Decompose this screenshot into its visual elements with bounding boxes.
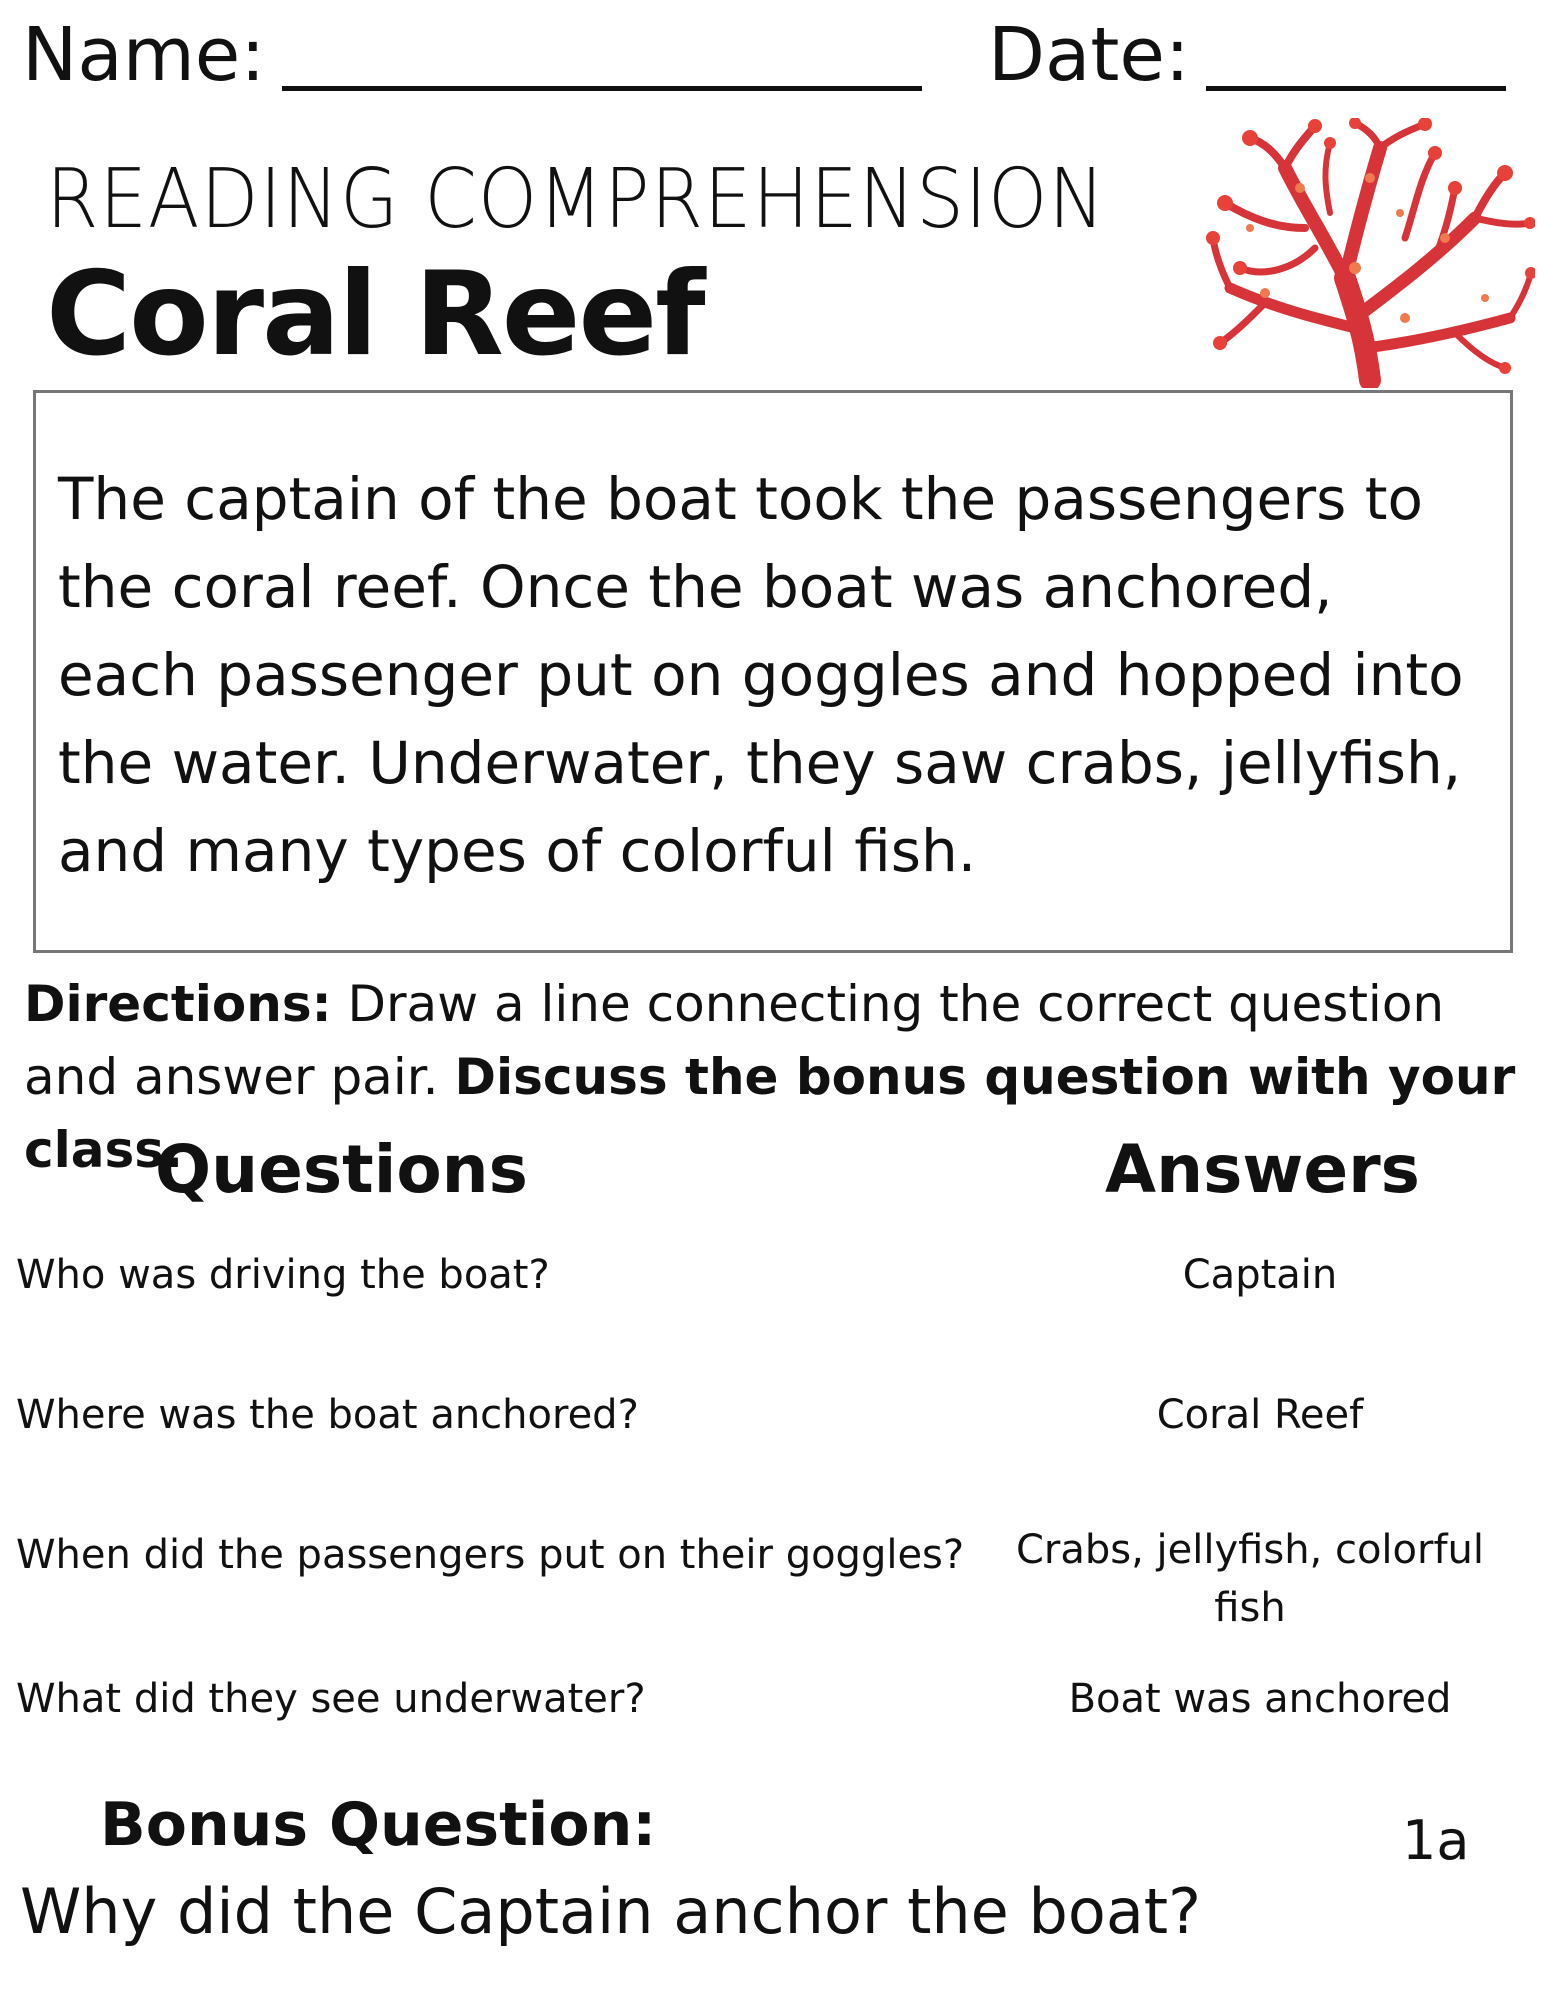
directions-label: Directions: <box>24 975 332 1033</box>
worksheet-subtitle: READING COMPREHENSION <box>46 152 1106 247</box>
page-code: 1a <box>1402 1809 1470 1872</box>
question-item: What did they see underwater? <box>16 1676 646 1722</box>
answer-item: Coral Reef <box>1156 1392 1364 1438</box>
question-item: Who was driving the boat? <box>16 1252 550 1298</box>
worksheet-title: Coral Reef <box>46 247 704 382</box>
question-item: When did the passengers put on their goggles? <box>16 1532 965 1578</box>
question-item: Where was the boat anchored? <box>16 1392 639 1438</box>
coral-illustration <box>1205 118 1535 388</box>
name-label: Name: <box>22 12 266 98</box>
answer-item: Crabs, jellyfish, colorful fish <box>1015 1527 1485 1631</box>
answer-item: Boat was anchored <box>1068 1676 1452 1722</box>
directions-bold-text: Discuss the bonus question with your class. <box>24 1048 1516 1179</box>
questions-heading: Questions <box>155 1131 528 1208</box>
directions-text: Draw a line connecting the correct question and answer pair. <box>24 975 1445 1106</box>
date-label: Date: <box>988 12 1190 98</box>
answers-heading: Answers <box>1105 1131 1420 1208</box>
answer-item: Captain <box>1182 1252 1338 1298</box>
name-blank-line[interactable] <box>282 86 922 91</box>
date-blank-line[interactable] <box>1206 86 1506 91</box>
passage-box <box>33 390 1513 953</box>
passage-text: The captain of the boat took the passengers to the coral reef. Once the boat was anchored, each passenger put on goggles and hopped into the water. Underwater, they saw crabs, jellyfish, and many types of colorful fish. <box>58 465 1464 885</box>
bonus-question: Why did the Captain anchor the boat? <box>20 1875 1202 1948</box>
bonus-heading: Bonus Question: <box>100 1790 657 1860</box>
